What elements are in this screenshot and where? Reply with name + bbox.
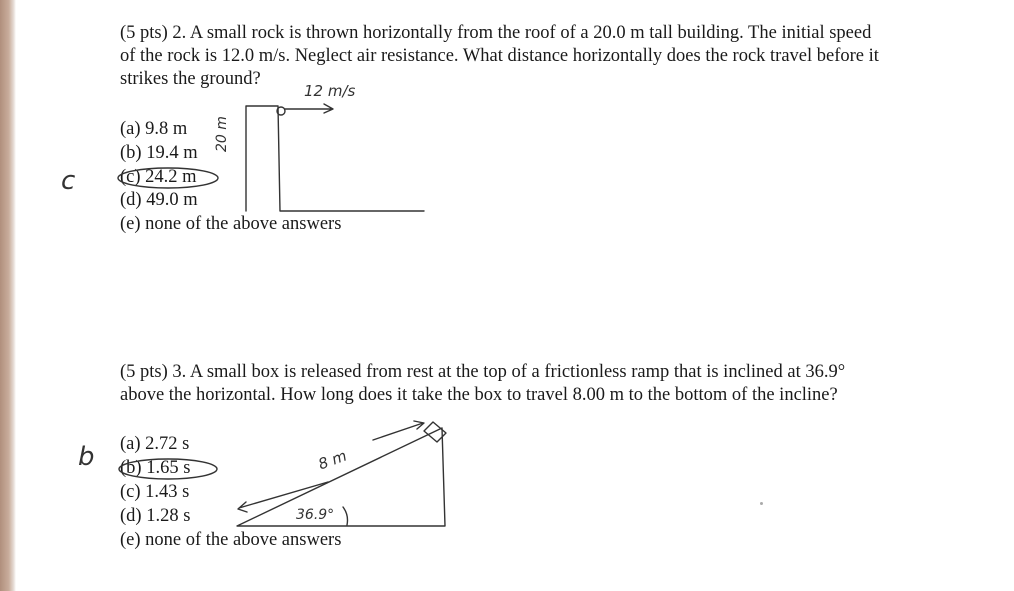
ramp-sketch bbox=[237, 428, 445, 526]
q3-handwritten-answer: b bbox=[78, 442, 95, 472]
q2-handwritten-answer: c bbox=[61, 166, 76, 196]
q3-option-e: (e) none of the above answers bbox=[120, 530, 342, 550]
q2-height-annotation: 20 m bbox=[214, 116, 230, 152]
velocity-arrow bbox=[285, 104, 333, 113]
q3-answer-circle bbox=[119, 459, 217, 479]
q2-option-a: (a) 9.8 m bbox=[120, 119, 188, 139]
q2-option-b: (b) 19.4 m bbox=[120, 143, 198, 163]
question-3-line-1: (5 pts) 3. A small box is released from rest at the top of a frictionless ramp that is inclined at 36.9° bbox=[120, 362, 846, 382]
question-2-line-3: strikes the ground? bbox=[120, 69, 261, 89]
question-3-line-2: above the horizontal. How long does it take the box to travel 8.00 m to the bottom of the incline? bbox=[120, 385, 838, 405]
q2-answer-circle bbox=[118, 168, 218, 188]
speck bbox=[760, 502, 763, 505]
q3-option-c: (c) 1.43 s bbox=[120, 482, 190, 502]
q2-speed-annotation: 12 m/s bbox=[304, 82, 356, 100]
q3-option-b: (b) 1.65 s bbox=[120, 458, 191, 478]
q3-option-a: (a) 2.72 s bbox=[120, 434, 190, 454]
q3-option-d: (d) 1.28 s bbox=[120, 506, 191, 526]
distance-arrow-lower bbox=[238, 482, 328, 512]
q2-option-d: (d) 49.0 m bbox=[120, 190, 198, 210]
q2-option-c: (c) 24.2 m bbox=[120, 167, 197, 187]
q2-option-e: (e) none of the above answers bbox=[120, 214, 342, 234]
angle-arc bbox=[343, 507, 348, 525]
q3-distance-annotation: 8 m bbox=[315, 446, 350, 474]
question-2-line-2: of the rock is 12.0 m/s. Neglect air resistance. What distance horizontally does the rock travel before it bbox=[120, 46, 879, 66]
q3-angle-annotation: 36.9° bbox=[296, 507, 335, 523]
distance-arrow bbox=[373, 421, 424, 440]
building-sketch bbox=[246, 106, 424, 211]
question-2-line-1: (5 pts) 2. A small rock is thrown horizontally from the roof of a 20.0 m tall building. The initial speed bbox=[120, 23, 872, 43]
